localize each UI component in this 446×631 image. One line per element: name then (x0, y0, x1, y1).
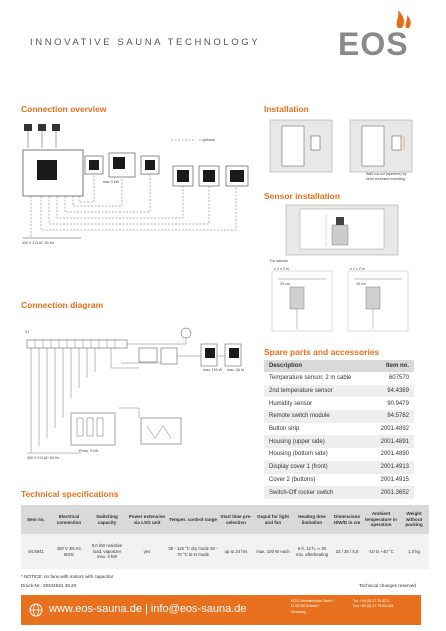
part-item: 94.4389 (387, 388, 409, 395)
table-row (21, 534, 429, 569)
part-description: Remote switch module (269, 413, 330, 420)
tagline: INNOVATIVE SAUNA TECHNOLOGY (30, 37, 261, 48)
table-row (264, 448, 414, 461)
spec-value: -10 to +40 °C (363, 534, 399, 569)
pmax-label: Pmax. 9 kW (79, 449, 99, 453)
spec-header: Heating time limitation (293, 505, 331, 534)
part-description: Housing (bottom side) (269, 451, 328, 458)
part-description: Switch-Off rocker switch (269, 489, 334, 496)
section-connection-diagram: Connection diagram (21, 300, 104, 310)
spec-header: Ouput for light and fan (253, 505, 293, 534)
spec-value: 22 / 25 / 5,8 (331, 534, 363, 569)
globe-icon (29, 603, 43, 617)
connection-wiring-diagram (21, 318, 256, 468)
spec-value: 9,0 kW resistive load, vaporizer max. 3 kW (87, 534, 127, 569)
max2-label: max. 3A M (227, 368, 244, 372)
footer-addr-line: EOS Saunatechnik GmbH (291, 599, 333, 603)
sensor-dim-d: 15 cm (356, 282, 366, 286)
part-description: Display cover 1 (front) (269, 464, 328, 471)
col-description: Description (269, 363, 303, 369)
changes-reserved: Technical changes reserved (359, 583, 416, 588)
spec-value: 6 h, 12 h, ∞ 30 min. afterheating (293, 534, 331, 569)
table-row (264, 474, 414, 487)
part-item: 94.5782 (387, 413, 409, 420)
sensor-caption: For saunas (270, 259, 288, 263)
voltage-label: 400 V 3 N AC 50 Hz (22, 241, 55, 245)
part-item: 90.9479 (387, 400, 409, 407)
diagram-voltage-label: 400 V 3 N AC 50 Hz (27, 456, 60, 460)
part-description: Temperature sensor, 2 m cable (269, 375, 352, 382)
terminal-label: X1 (25, 330, 30, 334)
optional-legend: = optional (199, 138, 215, 142)
section-spare-parts: Spare parts and accessories (264, 347, 380, 357)
part-item: 607570 (388, 375, 409, 382)
part-description: Button strip (269, 426, 300, 433)
part-item: 2001.4892 (380, 426, 409, 433)
part-item: 2001.4913 (380, 464, 409, 471)
table-row (264, 461, 414, 474)
part-description: Humidity sensor (269, 400, 313, 407)
spec-header: Start time pre-selection (219, 505, 253, 534)
sensor-installation-diagram (266, 203, 416, 343)
tech-specs-table (21, 505, 429, 569)
section-tech-specs: Technical specifications (21, 489, 119, 499)
spec-header: Switching capacity (87, 505, 127, 534)
logo-text: EOS (338, 26, 409, 62)
footer-fax: Fax +49 (0) 27 75 82-431 (353, 604, 394, 609)
spec-value: up to 24 hrs (219, 534, 253, 569)
footer-addr-line: D-35759 Driedorf (291, 604, 319, 609)
section-installation: Installation (264, 104, 309, 114)
spare-parts-header (264, 360, 414, 372)
spec-header: Dimensions H/W/D in cm (331, 505, 363, 534)
eos-logo (338, 8, 418, 60)
max1-label: max. 100 W (203, 368, 223, 372)
part-item: 2001.4890 (380, 451, 409, 458)
table-row (264, 410, 414, 423)
spec-header: Power extension via LSG unit (127, 505, 167, 534)
print-number: Druck-Nr.: 29344631 49.20 (21, 583, 77, 588)
spec-header: Electrical connection (51, 505, 87, 534)
tech-specs-header (21, 505, 429, 534)
section-connection-overview: Connection overview (21, 104, 107, 114)
col-item: Item no. (385, 363, 409, 369)
footer-contact (353, 599, 394, 610)
spec-value: 30 - 115 °C dry mode 30 - 70 °C bi-O mode (167, 534, 219, 569)
footer-website-email[interactable]: www.eos-sauna.de | info@eos-sauna.de (49, 603, 247, 615)
sensor-dim-b: ≥ 2 x 2 m (350, 267, 365, 271)
table-row (264, 372, 414, 385)
part-item: 2001.3652 (380, 489, 409, 496)
installation-diagram (268, 118, 418, 186)
spec-value: yes (127, 534, 167, 569)
footer-bar (21, 595, 421, 625)
footer-address (291, 599, 333, 615)
spec-value: 1,0 kg (399, 534, 429, 569)
notice-text: * NOTICE: no fans with motors with capacitor (21, 574, 114, 579)
spec-value: 94.5841 (21, 534, 51, 569)
footer-addr-line: Germany (291, 609, 306, 614)
connection-overview-diagram (21, 118, 256, 248)
part-description: Housing (upper side) (269, 438, 325, 445)
installation-note: Wall cut-out (aperture) by semi-recessed mounting (366, 172, 407, 181)
table-row (264, 435, 414, 448)
part-description: 2nd temperature sensor (269, 388, 333, 395)
spec-value: 400 V 3N AC 50Hz (51, 534, 87, 569)
spec-value: max. 100 W each (253, 534, 293, 569)
part-description: Cover 2 (buttons) (269, 476, 316, 483)
spec-header: Item no. (21, 505, 51, 534)
table-row (264, 423, 414, 436)
footer-tel: Tel. +49 (0) 27 75 82-0 (353, 599, 390, 603)
part-item: 2001.4891 (380, 438, 409, 445)
part-item: 2001.4915 (380, 476, 409, 483)
spec-header: Weight without packing (399, 505, 429, 534)
table-row (264, 385, 414, 398)
section-sensor-installation: Sensor installation (264, 191, 341, 201)
max-label: max 3 kW (103, 180, 119, 184)
spec-header: Ambient temperature in operation (363, 505, 399, 534)
spare-parts-table (264, 360, 414, 499)
spec-header: Temper. control range (167, 505, 219, 534)
table-row (264, 397, 414, 410)
sensor-dim-a: ≥ 2 x 2 m (274, 267, 289, 271)
sensor-dim-c: 25 cm (280, 282, 290, 286)
table-row (264, 486, 414, 499)
